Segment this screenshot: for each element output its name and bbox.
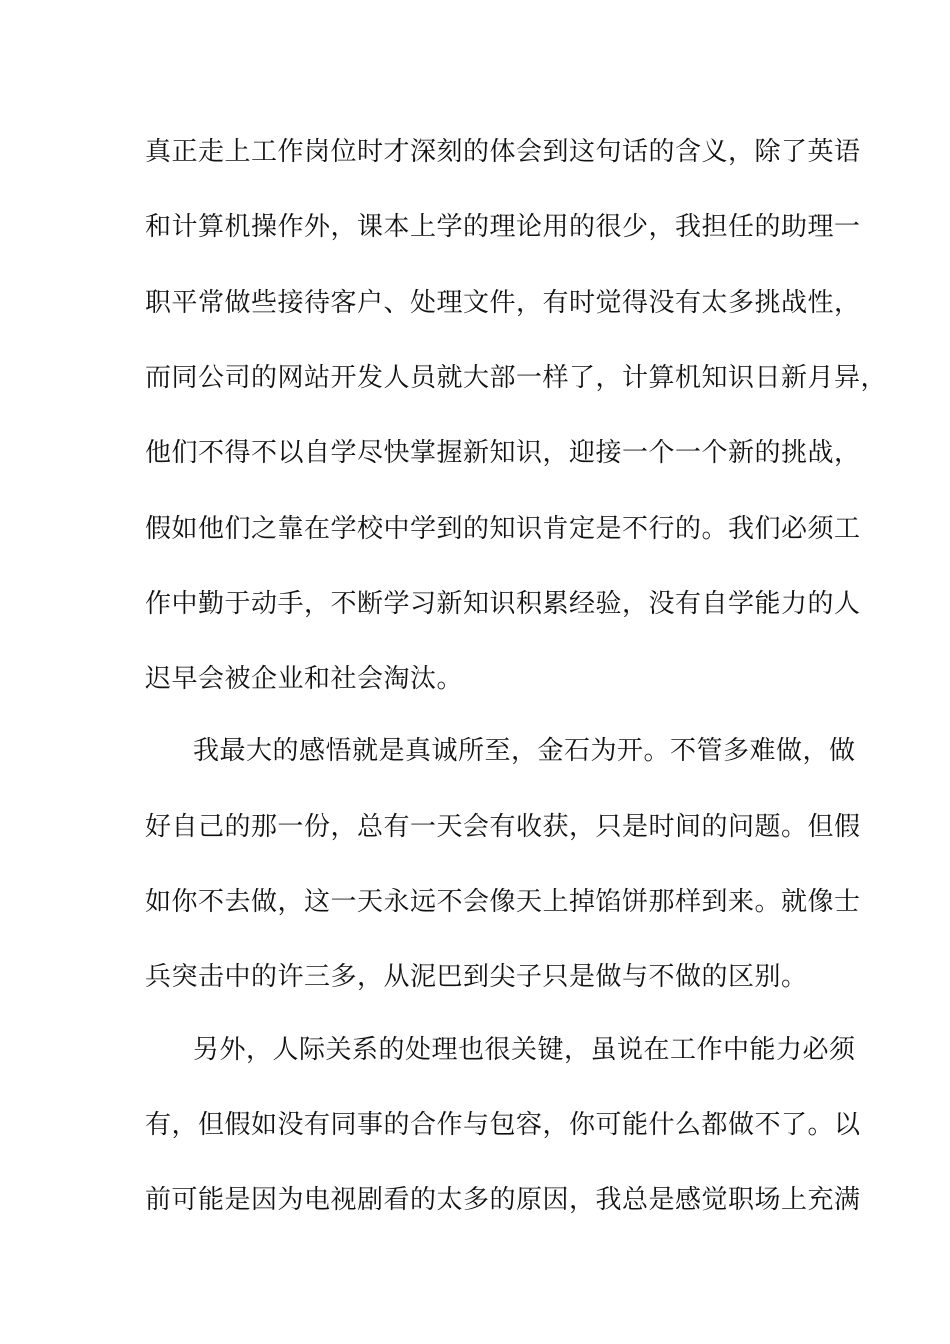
paragraph-line: 和计算机操作外，课本上学的理论用的很少，我担任的助理一 <box>145 212 861 242</box>
paragraph-line: 前可能是因为电视剧看的太多的原因，我总是感觉职场上充满 <box>145 1185 861 1215</box>
paragraph-line: 而同公司的网站开发人员就大部一样了，计算机知识日新月异， <box>145 363 888 393</box>
paragraph-line: 作中勤于动手，不断学习新知识积累经验，没有自学能力的人 <box>145 589 861 619</box>
paragraph-line: 我最大的感悟就是真诚所至，金石为开。不管多难做，做 <box>193 736 856 766</box>
paragraph-line: 职平常做些接待客户、处理文件，有时觉得没有太多挑战性， <box>145 288 861 318</box>
paragraph-line: 他们不得不以自学尽快掌握新知识，迎接一个一个新的挑战， <box>145 438 861 468</box>
paragraph-line: 真正走上工作岗位时才深刻的体会到这句话的含义，除了英语 <box>145 137 861 167</box>
paragraph-line: 迟早会被企业和社会淘汰。 <box>145 664 464 694</box>
paragraph-line: 兵突击中的许三多，从泥巴到尖子只是做与不做的区别。 <box>145 962 808 992</box>
paragraph-line: 有，但假如没有同事的合作与包容，你可能什么都做不了。以 <box>145 1110 861 1140</box>
paragraph-line: 另外，人际关系的处理也很关键，虽说在工作中能力必须 <box>193 1035 856 1065</box>
paragraph-line: 如你不去做，这一天永远不会像天上掉馅饼那样到来。就像士 <box>145 887 861 917</box>
paragraph-line: 假如他们之靠在学校中学到的知识肯定是不行的。我们必须工 <box>145 514 861 544</box>
paragraph-line: 好自己的那一份，总有一天会有收获，只是时间的问题。但假 <box>145 812 861 842</box>
